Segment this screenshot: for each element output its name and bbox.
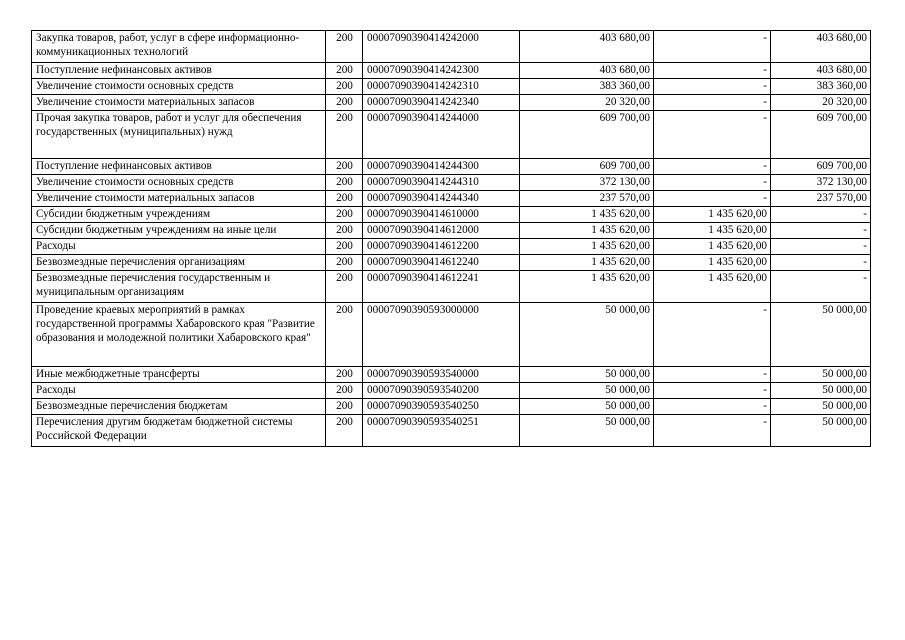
row-code-cell: 200 bbox=[326, 271, 363, 303]
row-executed-cell: 1 435 620,00 bbox=[654, 271, 771, 303]
row-executed-cell: - bbox=[654, 367, 771, 383]
row-code-cell: 200 bbox=[326, 63, 363, 79]
row-executed-cell: - bbox=[654, 191, 771, 207]
row-unexecuted-cell: 383 360,00 bbox=[771, 79, 871, 95]
row-code-cell: 200 bbox=[326, 415, 363, 447]
table-row bbox=[32, 239, 871, 255]
table-body bbox=[32, 31, 871, 447]
row-unexecuted-cell: 20 320,00 bbox=[771, 95, 871, 111]
row-executed-cell: - bbox=[654, 63, 771, 79]
table-row bbox=[32, 175, 871, 191]
table-row bbox=[32, 207, 871, 223]
row-approved-cell: 50 000,00 bbox=[520, 415, 654, 447]
row-kbk-cell: 00007090390414612200 bbox=[363, 239, 520, 255]
table-row bbox=[32, 303, 871, 367]
row-code-cell: 200 bbox=[326, 111, 363, 159]
table-row bbox=[32, 159, 871, 175]
row-unexecuted-cell: - bbox=[771, 223, 871, 239]
row-unexecuted-cell: - bbox=[771, 255, 871, 271]
row-approved-cell: 50 000,00 bbox=[520, 367, 654, 383]
row-code-cell: 200 bbox=[326, 303, 363, 367]
row-approved-cell: 237 570,00 bbox=[520, 191, 654, 207]
row-executed-cell: - bbox=[654, 175, 771, 191]
row-approved-cell: 372 130,00 bbox=[520, 175, 654, 191]
row-executed-cell: - bbox=[654, 303, 771, 367]
row-unexecuted-cell: 50 000,00 bbox=[771, 303, 871, 367]
row-code-cell: 200 bbox=[326, 255, 363, 271]
row-executed-cell: - bbox=[654, 31, 771, 63]
row-name-cell: Увеличение стоимости основных средств bbox=[32, 175, 326, 191]
row-name-cell: Поступление нефинансовых активов bbox=[32, 63, 326, 79]
row-executed-cell: - bbox=[654, 79, 771, 95]
table-row bbox=[32, 399, 871, 415]
row-kbk-cell: 00007090390414242310 bbox=[363, 79, 520, 95]
row-approved-cell: 50 000,00 bbox=[520, 399, 654, 415]
table-row bbox=[32, 31, 871, 63]
row-name-cell: Поступление нефинансовых активов bbox=[32, 159, 326, 175]
row-approved-cell: 609 700,00 bbox=[520, 111, 654, 159]
row-unexecuted-cell: - bbox=[771, 239, 871, 255]
row-approved-cell: 1 435 620,00 bbox=[520, 271, 654, 303]
row-unexecuted-cell: 403 680,00 bbox=[771, 31, 871, 63]
row-name-cell: Увеличение стоимости материальных запасов bbox=[32, 95, 326, 111]
row-kbk-cell: 00007090390414610000 bbox=[363, 207, 520, 223]
row-unexecuted-cell: 372 130,00 bbox=[771, 175, 871, 191]
row-code-cell: 200 bbox=[326, 223, 363, 239]
row-kbk-cell: 00007090390414242340 bbox=[363, 95, 520, 111]
row-code-cell: 200 bbox=[326, 383, 363, 399]
row-name-cell: Прочая закупка товаров, работ и услуг для обеспечения государственных (муниципальных) нужд bbox=[32, 111, 326, 159]
table-row bbox=[32, 111, 871, 159]
row-approved-cell: 50 000,00 bbox=[520, 303, 654, 367]
row-kbk-cell: 00007090390414612240 bbox=[363, 255, 520, 271]
row-executed-cell: - bbox=[654, 415, 771, 447]
row-kbk-cell: 00007090390414244000 bbox=[363, 111, 520, 159]
row-kbk-cell: 00007090390593540251 bbox=[363, 415, 520, 447]
row-unexecuted-cell: - bbox=[771, 271, 871, 303]
row-unexecuted-cell: 609 700,00 bbox=[771, 111, 871, 159]
row-unexecuted-cell: 403 680,00 bbox=[771, 63, 871, 79]
row-executed-cell: - bbox=[654, 399, 771, 415]
row-kbk-cell: 00007090390414244340 bbox=[363, 191, 520, 207]
row-executed-cell: - bbox=[654, 159, 771, 175]
row-executed-cell: 1 435 620,00 bbox=[654, 255, 771, 271]
table-row bbox=[32, 95, 871, 111]
row-approved-cell: 403 680,00 bbox=[520, 63, 654, 79]
row-name-cell: Субсидии бюджетным учреждениям на иные цели bbox=[32, 223, 326, 239]
row-name-cell: Субсидии бюджетным учреждениям bbox=[32, 207, 326, 223]
row-kbk-cell: 00007090390593540000 bbox=[363, 367, 520, 383]
row-unexecuted-cell: 237 570,00 bbox=[771, 191, 871, 207]
row-code-cell: 200 bbox=[326, 367, 363, 383]
row-unexecuted-cell: 50 000,00 bbox=[771, 383, 871, 399]
row-kbk-cell: 00007090390414244300 bbox=[363, 159, 520, 175]
row-unexecuted-cell: 50 000,00 bbox=[771, 415, 871, 447]
table-row bbox=[32, 63, 871, 79]
row-kbk-cell: 00007090390414242300 bbox=[363, 63, 520, 79]
row-approved-cell: 1 435 620,00 bbox=[520, 255, 654, 271]
row-approved-cell: 403 680,00 bbox=[520, 31, 654, 63]
row-executed-cell: - bbox=[654, 111, 771, 159]
row-name-cell: Закупка товаров, работ, услуг в сфере информационно-коммуникационных технологий bbox=[32, 31, 326, 63]
row-executed-cell: - bbox=[654, 95, 771, 111]
table-row bbox=[32, 367, 871, 383]
row-name-cell: Расходы bbox=[32, 383, 326, 399]
row-name-cell: Увеличение стоимости основных средств bbox=[32, 79, 326, 95]
table-row bbox=[32, 223, 871, 239]
row-executed-cell: 1 435 620,00 bbox=[654, 223, 771, 239]
table-row bbox=[32, 255, 871, 271]
row-name-cell: Безвозмездные перечисления организациям bbox=[32, 255, 326, 271]
row-name-cell: Расходы bbox=[32, 239, 326, 255]
row-unexecuted-cell: 609 700,00 bbox=[771, 159, 871, 175]
row-code-cell: 200 bbox=[326, 175, 363, 191]
row-approved-cell: 1 435 620,00 bbox=[520, 223, 654, 239]
row-name-cell: Безвозмездные перечисления государственным и муниципальным организациям bbox=[32, 271, 326, 303]
row-code-cell: 200 bbox=[326, 399, 363, 415]
row-code-cell: 200 bbox=[326, 95, 363, 111]
row-code-cell: 200 bbox=[326, 159, 363, 175]
row-name-cell: Перечисления другим бюджетам бюджетной системы Российской Федерации bbox=[32, 415, 326, 447]
table-row bbox=[32, 191, 871, 207]
row-executed-cell: 1 435 620,00 bbox=[654, 207, 771, 223]
row-unexecuted-cell: - bbox=[771, 207, 871, 223]
row-code-cell: 200 bbox=[326, 79, 363, 95]
row-executed-cell: - bbox=[654, 383, 771, 399]
row-kbk-cell: 00007090390593540250 bbox=[363, 399, 520, 415]
row-name-cell: Безвозмездные перечисления бюджетам bbox=[32, 399, 326, 415]
row-approved-cell: 383 360,00 bbox=[520, 79, 654, 95]
row-code-cell: 200 bbox=[326, 191, 363, 207]
row-unexecuted-cell: 50 000,00 bbox=[771, 399, 871, 415]
row-name-cell: Увеличение стоимости материальных запасов bbox=[32, 191, 326, 207]
row-approved-cell: 1 435 620,00 bbox=[520, 207, 654, 223]
row-kbk-cell: 00007090390414612000 bbox=[363, 223, 520, 239]
row-approved-cell: 609 700,00 bbox=[520, 159, 654, 175]
row-kbk-cell: 00007090390593540200 bbox=[363, 383, 520, 399]
row-kbk-cell: 00007090390414612241 bbox=[363, 271, 520, 303]
row-code-cell: 200 bbox=[326, 207, 363, 223]
table-row bbox=[32, 415, 871, 447]
budget-execution-table bbox=[31, 30, 871, 447]
row-approved-cell: 1 435 620,00 bbox=[520, 239, 654, 255]
row-kbk-cell: 00007090390593000000 bbox=[363, 303, 520, 367]
row-executed-cell: 1 435 620,00 bbox=[654, 239, 771, 255]
row-approved-cell: 50 000,00 bbox=[520, 383, 654, 399]
row-unexecuted-cell: 50 000,00 bbox=[771, 367, 871, 383]
row-name-cell: Проведение краевых мероприятий в рамках государственной программы Хабаровского края "Развитие образования и молодежной политики Хабаровского края" bbox=[32, 303, 326, 367]
row-kbk-cell: 00007090390414242000 bbox=[363, 31, 520, 63]
table-row bbox=[32, 79, 871, 95]
table-row bbox=[32, 271, 871, 303]
row-approved-cell: 20 320,00 bbox=[520, 95, 654, 111]
row-kbk-cell: 00007090390414244310 bbox=[363, 175, 520, 191]
row-code-cell: 200 bbox=[326, 239, 363, 255]
row-code-cell: 200 bbox=[326, 31, 363, 63]
row-name-cell: Иные межбюджетные трансферты bbox=[32, 367, 326, 383]
table-row bbox=[32, 383, 871, 399]
